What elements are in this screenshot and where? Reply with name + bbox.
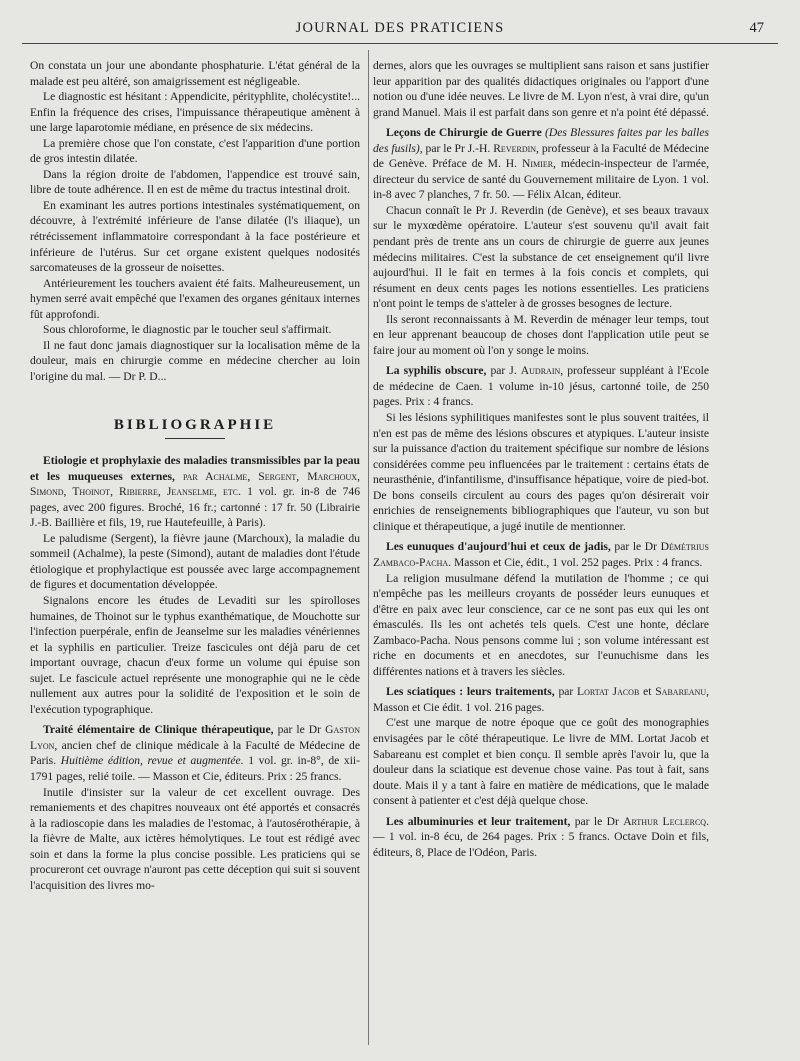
book-by: par le Dr [574, 814, 619, 828]
book-entry [373, 539, 709, 570]
book-author: Démétrius Zambaco-Pacha. [373, 540, 709, 569]
header-rule [22, 43, 778, 44]
book-edition: Huitième édition, revue et augmentée. [60, 754, 244, 768]
section-title: BIBLIOGRAPHIE [113, 417, 277, 434]
book-by: par [558, 685, 574, 699]
book-details: 1 vol. gr. in-8°, de xii-1791 pages, relié toile. — Masson et Cie, éditeurs. Prix : 25 francs. [30, 754, 360, 783]
paragraph: La religion musulmane défend la mutilation de l'homme ; ce qui n'empêche pas les meilleurs croyants de posséder leurs eunuques et d'être en paix avec leur conscience, car ce ne sont pas eux qui les ont émasculés. Ils les ont achetés tels quels. C'est une honte, déclare Zambaco-Pacha. Nous pensons comme lui ; son volume intéressant est riche en documents et en anecdotes, sur l'eunuchisme dans les différentes nations et à travers les siècles. [373, 571, 709, 678]
book-details: — 1 vol. in-8 écu, de 264 pages. Prix : 5 francs. Octave Doin et fils, éditeurs, 8, Place de l'Odéon, Paris. [373, 830, 709, 859]
book-details: Masson et Cie édit. 1 vol. 216 pages. [373, 700, 545, 714]
paragraph: En examinant les autres portions intestinales systématiquement, on découvre, à l'extrémité inférieure de l'anse dilatée (l's iliaque), un rétrécissement inflammatoire correspondant à la face postérieure et inférieure de l'utérus. Sur cet organe existent quelques nodosités sarcomateuses de la grosseur de noisettes. [30, 198, 360, 275]
book-entry [373, 363, 709, 410]
right-column [373, 58, 709, 860]
book-by: par J. [490, 364, 517, 378]
book-entry [373, 684, 709, 715]
paragraph: Le paludisme (Sergent), la fièvre jaune (Marchoux), la maladie du sommeil (Achalme), la peste (Simond), autant de maladies dont l'étude étiologique et prophylactique est poussée avec large accompagnement de figures et documentation développée. [30, 531, 360, 592]
book-authors: par Achalme, Sergent, Marchoux, Simond, Thoinot, Ribierre, Jeanselme, etc. [30, 469, 360, 499]
book-entry [373, 125, 709, 203]
book-title: Traité élémentaire de Clinique thérapeutique, [43, 723, 274, 737]
book-author: Sabareanu, [655, 685, 710, 699]
paragraph: C'est une marque de notre époque que ce goût des monographies envisagées par le côté thérapeutique. Le livre de MM. Lortat Jacob et Sabareanu est complet et bien conçu. Il semble après l'avoir lu, que la douleur dans la sciatique est devenue chose vaine. Pas tout à fait, sans doute. Mais il y a tant à faire en matière de médications, que le malade consent à patienter et c'est déjà quelque chose. [373, 716, 709, 808]
book-entry [30, 722, 360, 784]
title-rule [165, 438, 225, 439]
page-number: 47 [749, 20, 764, 36]
book-title: Leçons de Chirurgie de Guerre [386, 126, 542, 140]
book-author: Gaston Lyon, [30, 723, 360, 752]
book-by: par le Dr [277, 723, 322, 737]
paragraph: On constata un jour une abondante phosphaturie. L'état général de la malade est peu altéré, son amaigrissement est négligeable. [30, 59, 360, 88]
book-details: Masson et Cie, édit., 1 vol. 252 pages. Prix : 4 francs. [453, 555, 703, 569]
book-entry [373, 814, 709, 861]
book-details: 1 vol. gr. in-8 de 746 pages, avec 200 figures. Broché, 16 fr.; cartonné : 17 fr. 50 (Librairie J.-B. Baillière et fils, 19, rue Hautefeuille, à Paris). [30, 485, 360, 530]
column-rule [368, 50, 369, 1045]
book-author: Audrain, [520, 364, 564, 378]
book-subtitle: (Des Blessures faites par les balles des fusils), [373, 126, 709, 155]
paragraph: Dans la région droite de l'abdomen, l'appendice est trouvé sain, libre de toute adhérence. Il en est de même du tractus intestinal droit. [30, 167, 360, 197]
page-header [26, 18, 774, 40]
paragraph: Il ne faut donc jamais diagnostiquer sur la localisation même de la douleur, mais en chirurgie comme en médecine chercher au loin l'origine du mal. — Dr P. D... [30, 338, 360, 383]
paragraph: Chacun connaît le Pr J. Reverdin (de Genève), et ses beaux travaux sur le myxœdème opératoire. L'auteur s'est souvenu qu'il avait fait pendant près de trente ans un cours de chirurgie de guerre aux jeunes médecins militaires. C'est la substance de cet enseignement qu'il livre aujourd'hui. Il le fait en termes à la fois concis et complets, qui résument en deux cents pages les notions essentielles. Les praticiens n'ont point le temps de s'atteler à de grosses besognes de lecture. [373, 203, 709, 311]
paragraph: Si les lésions syphilitiques manifestes sont le plus souvent traitées, il n'en est pas de même des lésions obscures et atypiques. L'auteur insiste sur la puissance d'action du traitement spécifique sur nombre de lésions considérées comme peu influencées par le traitement : certains états de neurasthénie, d'infantilisme, d'insuffisance hépatique, voire de pied-bot. De bons conseils circulent au cours des pages qu'on désirerait voir enrichies de renseignements bibliographiques que l'auteur, vu son but clinique et thérapeutique, a jugé inutile de mentionner. [373, 411, 709, 533]
book-entry [30, 453, 360, 531]
running-title: JOURNAL DES PRATICIENS [295, 20, 505, 36]
book-details: professeur suppléant à l'Ecole de médecine de Caen. 1 volume in-10 jésus, cartonné toile, de 250 pages. Prix : 4 francs. [373, 364, 709, 409]
paragraph: dernes, alors que les ouvrages se multiplient sans raison et sans justifier leur apparition par des qualités didactiques originales ou l'apport d'une notion ou d'une idée neuves. Le livre de M. Lyon n'est, à vrai dire, qu'un grand Manuel. Mais il est parfait dans son genre et n'a point été dépassé. [373, 59, 709, 119]
paragraph: Ils seront reconnaissants à M. Reverdin de ménager leur temps, tout en leur apprenant beaucoup de choses dont l'application utile peut se faire jour au moment où l'on y songe le moins. [373, 312, 709, 357]
paragraph: Sous chloroforme, le diagnostic par le toucher seul s'affirmait. [43, 323, 332, 337]
book-and: et [643, 685, 652, 699]
paragraph: Inutile d'insister sur la valeur de cet excellent ouvrage. Des remaniements et des chapitres nouveaux ont été apportés et consacrés à la radioscopie dans les maladies de l'estomac, à l'autosérothérapie, à la fièvre de Malte, aux ictères hémolytiques. Le tout est rédigé avec soin et dans la forme la plus concise possible. Les praticiens qui se procureront cet ouvrage n'auront pas cette déception qui suit si souvent l'acquisition des livres mo- [30, 785, 360, 892]
paragraph: Antérieurement les touchers avaient été faits. Malheureusement, un hymen serré avait empêché que l'examen des organes génitaux internes fût approfondi. [30, 276, 360, 321]
book-author: Reverdin, [493, 141, 539, 155]
book-title: Les eunuques d'aujourd'hui et ceux de jadis, [386, 540, 611, 554]
book-title: Les sciatiques : leurs traitements, [386, 685, 555, 699]
book-author: Lortat Jacob [577, 685, 640, 699]
book-by: par le Dr [614, 540, 658, 554]
book-author: Arthur Leclercq. [623, 814, 709, 828]
book-details: professeur à la Faculté de Médecine de Genève. Préface de M. H. [373, 141, 709, 171]
paragraph: Le diagnostic est hésitant : Appendicite, pérityphlite, cholécystite!... Enfin la fréquence des crises, l'impuissance thérapeutique amènent à une large laparotomie médiane, en présence de six médecins. [30, 90, 360, 135]
book-title: Les albuminuries et leur traitement, [386, 814, 571, 828]
book-title: La syphilis obscure, [386, 364, 487, 378]
book-preface-author: Nimier, [522, 157, 556, 171]
book-details: ancien chef de clinique médicale à la Faculté de Médecine de Paris. [30, 738, 361, 768]
book-details: médecin-inspecteur de l'armée, directeur du service de santé du Gouvernement militaire de Lyon. 1 vol. in-8 avec 7 planches, 7 fr. 50. — Félix Alcan, éditeur. [373, 157, 709, 202]
book-title: Etiologie et prophylaxie des maladies transmissibles par la peau et les muqueuses externes, [30, 454, 360, 483]
paragraph: Signalons encore les études de Levaditi sur les spirolloses humaines, de Thoinot sur le typhus exanthématique, de Mouchotte sur l'infection puerpérale, enfin de Jeanselme sur les maladies vénériennes et la syphilis en particulier. Treize fascicules ont déjà paru de cet important ouvrage, chacun d'eux forme un volume qui épuise son sujet. Le fascicule actuel représente une monographie qui ne le cède nullement aux autres pour la solidité de l'exposition et le soin de l'exécution typographique. [30, 593, 360, 716]
left-column [30, 58, 360, 893]
paragraph: La première chose que l'on constate, c'est l'apparition d'une portion de gros intestin dilatée. [30, 136, 360, 166]
book-by: par le Pr J.-H. [425, 141, 491, 155]
